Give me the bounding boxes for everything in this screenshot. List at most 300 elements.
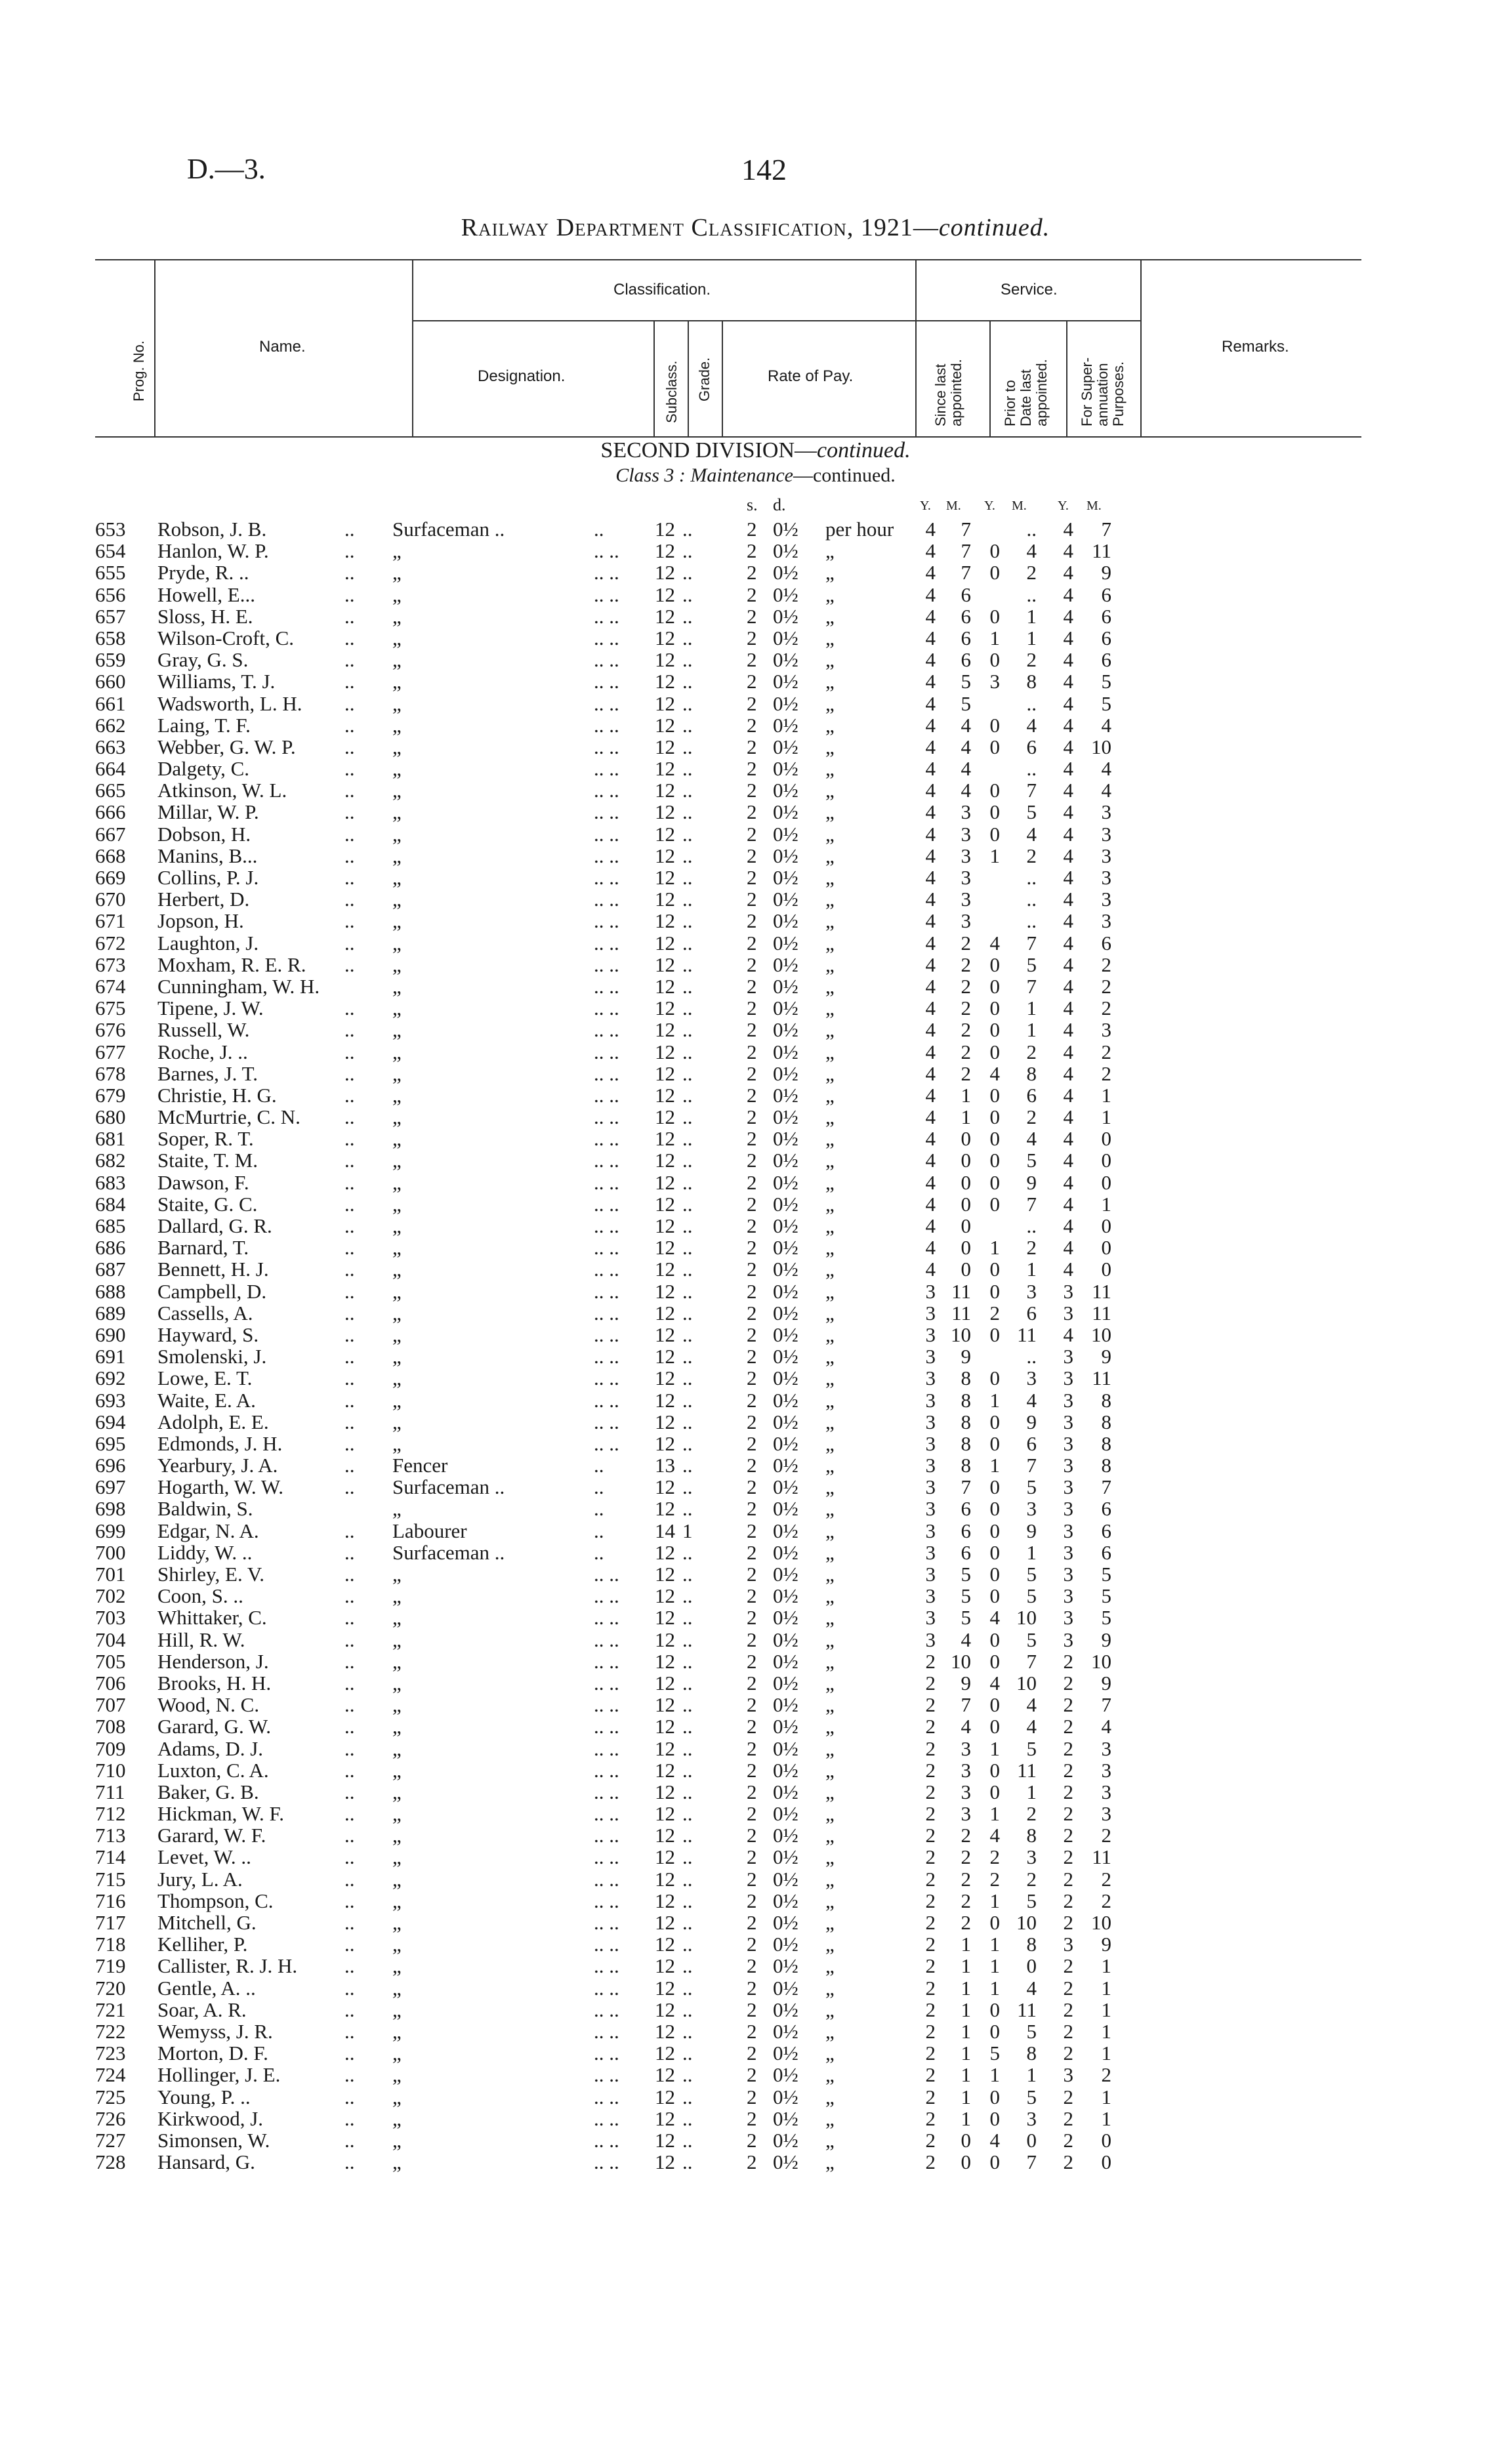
leader-dots: .. .. xyxy=(594,1236,619,1260)
grade-cell: .. xyxy=(682,1127,693,1151)
super-years-cell: 3 xyxy=(1063,1519,1073,1542)
pay-per-cell: „ xyxy=(825,1628,835,1651)
name-leader-dots: .. xyxy=(344,1758,355,1782)
subclass-cell: 12 xyxy=(655,1192,675,1216)
designation-cell: Surfaceman .. xyxy=(392,1540,505,1564)
pay-shillings-cell: 2 xyxy=(747,931,757,955)
table-row xyxy=(0,2042,1511,2064)
super-months-cell: 0 xyxy=(1101,1236,1111,1260)
col-rule-4 xyxy=(688,320,689,436)
prior-years-cell: 0 xyxy=(989,1584,1000,1608)
since-years-cell: 4 xyxy=(925,539,936,563)
name-leader-dots: .. xyxy=(344,1258,355,1281)
since-months-cell: 1 xyxy=(961,1976,971,2000)
super-months-cell: 1 xyxy=(1101,1105,1111,1129)
since-years-cell: 3 xyxy=(925,1606,936,1630)
pay-shillings-cell: 2 xyxy=(747,2019,757,2043)
since-months-cell: 1 xyxy=(961,1998,971,2021)
since-years-cell: 4 xyxy=(925,996,936,1020)
leader-dots: .. .. xyxy=(594,1258,619,1281)
designation-cell: „ xyxy=(392,648,402,672)
since-months-cell: 1 xyxy=(961,2085,971,2108)
designation-cell: „ xyxy=(392,691,402,715)
leader-dots: .. .. xyxy=(594,2085,619,2108)
pay-pence-cell: 0½ xyxy=(773,1497,798,1521)
since-years-cell: 4 xyxy=(925,735,936,758)
class-continued: —continued. xyxy=(793,464,896,486)
pay-pence-cell: 0½ xyxy=(773,1845,798,1869)
pay-pence-cell: 0½ xyxy=(773,974,798,998)
pay-per-cell: „ xyxy=(825,1214,835,1237)
designation-header: Designation. xyxy=(478,367,566,385)
since-months-cell: 6 xyxy=(961,1519,971,1542)
prog-no-cell: 690 xyxy=(95,1323,126,1346)
subclass-cell: 12 xyxy=(655,1802,675,1826)
prior-months-cell: 9 xyxy=(1026,1170,1037,1194)
designation-cell: „ xyxy=(392,1149,402,1172)
since-months-cell: 10 xyxy=(951,1323,971,1346)
page-title xyxy=(0,213,1511,242)
col-rule-5 xyxy=(722,320,723,436)
super-years-cell: 4 xyxy=(1063,953,1073,976)
leader-dots: .. .. xyxy=(594,953,619,976)
super-months-cell: 1 xyxy=(1101,1192,1111,1216)
name-cell: Staite, T. M. xyxy=(157,1149,258,1172)
subclass-cell: 12 xyxy=(655,1018,675,1042)
prog-no-cell: 664 xyxy=(95,757,126,781)
super-years-cell: 2 xyxy=(1063,1649,1073,1673)
table-row xyxy=(0,1672,1511,1694)
designation-cell: „ xyxy=(392,626,402,649)
prior-years-cell: 0 xyxy=(989,1998,1000,2021)
super-months-cell: 0 xyxy=(1101,1258,1111,1281)
name-leader-dots: .. xyxy=(344,1998,355,2021)
since-months-cell: 0 xyxy=(961,1127,971,1151)
prog-no-cell: 724 xyxy=(95,2063,126,2087)
table-row xyxy=(0,1781,1511,1803)
pay-shillings-cell: 2 xyxy=(747,996,757,1020)
name-leader-dots: .. xyxy=(344,931,355,955)
super-years-cell: 4 xyxy=(1063,518,1073,541)
grade-cell: .. xyxy=(682,1018,693,1042)
leader-dots: .. xyxy=(594,518,604,541)
super-years-cell: 2 xyxy=(1063,2150,1073,2174)
col-rule-2 xyxy=(412,259,413,436)
name-leader-dots: .. xyxy=(344,1519,355,1542)
prog-no-cell: 662 xyxy=(95,713,126,737)
name-cell: Tipene, J. W. xyxy=(157,996,264,1020)
super-months-cell: 2 xyxy=(1101,1889,1111,1912)
designation-cell: „ xyxy=(392,1170,402,1194)
prior-years-cell: 1 xyxy=(989,1954,1000,1978)
prior-months-cell: 5 xyxy=(1026,1889,1037,1912)
leader-dots: .. .. xyxy=(594,1911,619,1934)
pay-shillings-cell: 2 xyxy=(747,1954,757,1978)
designation-cell: „ xyxy=(392,1563,402,1586)
subclass-cell: 12 xyxy=(655,1497,675,1521)
grade-cell: .. xyxy=(682,996,693,1020)
prior-months-cell: 5 xyxy=(1026,2085,1037,2108)
name-cell: Coon, S. .. xyxy=(157,1584,243,1608)
prior-months-cell: 11 xyxy=(1017,1998,1037,2021)
table-row xyxy=(0,2021,1511,2042)
pay-shillings-cell: 2 xyxy=(747,1497,757,1521)
since-months-cell: 1 xyxy=(961,1954,971,1978)
prog-no-cell: 710 xyxy=(95,1758,126,1782)
unit-since-years: Y. xyxy=(920,499,931,513)
designation-cell: „ xyxy=(392,1802,402,1826)
designation-cell: „ xyxy=(392,1192,402,1216)
designation-cell: Labourer xyxy=(392,1519,467,1542)
leader-dots: .. .. xyxy=(594,583,619,606)
prior-years-cell: 3 xyxy=(989,670,1000,693)
super-years-cell: 2 xyxy=(1063,1954,1073,1978)
prog-no-cell: 719 xyxy=(95,1954,126,1978)
designation-cell: „ xyxy=(392,866,402,889)
pay-per-cell: „ xyxy=(825,713,835,737)
pay-pence-cell: 0½ xyxy=(773,1736,798,1760)
pay-shillings-cell: 2 xyxy=(747,1345,757,1368)
name-cell: Brooks, H. H. xyxy=(157,1671,272,1694)
prior-months-cell: 9 xyxy=(1026,1410,1037,1433)
pay-per-cell: „ xyxy=(825,604,835,628)
super-months-cell: 3 xyxy=(1101,888,1111,911)
prog-no-cell: 727 xyxy=(95,2128,126,2152)
name-cell: Waite, E. A. xyxy=(157,1388,256,1412)
since-years-cell: 4 xyxy=(925,691,936,715)
name-cell: Robson, J. B. xyxy=(157,518,267,541)
pay-pence-cell: 0½ xyxy=(773,1149,798,1172)
since-years-cell: 4 xyxy=(925,1105,936,1129)
super-years-cell: 4 xyxy=(1063,626,1073,649)
table-row xyxy=(0,801,1511,823)
pay-per-cell: „ xyxy=(825,1323,835,1346)
grade-cell: .. xyxy=(682,1867,693,1891)
subclass-cell: 12 xyxy=(655,1563,675,1586)
table-row xyxy=(0,1759,1511,1781)
page-number: 142 xyxy=(741,153,787,186)
prior-months-cell: 4 xyxy=(1026,1715,1037,1738)
subclass-cell: 12 xyxy=(655,1410,675,1433)
name-cell: Russell, W. xyxy=(157,1018,250,1042)
pay-shillings-cell: 2 xyxy=(747,1105,757,1129)
leader-dots: .. .. xyxy=(594,1301,619,1324)
leader-dots: .. .. xyxy=(594,1584,619,1608)
since-months-cell: 2 xyxy=(961,1040,971,1063)
leader-dots: .. .. xyxy=(594,2128,619,2152)
since-years-cell: 4 xyxy=(925,888,936,911)
title-continued: continued. xyxy=(938,214,1050,241)
pay-per-cell: „ xyxy=(825,1388,835,1412)
name-leader-dots: .. xyxy=(344,1105,355,1129)
since-years-cell: 2 xyxy=(925,1933,936,1956)
grade-cell: .. xyxy=(682,974,693,998)
since-months-cell: 3 xyxy=(961,1802,971,1826)
table-row xyxy=(0,2151,1511,2173)
table-row xyxy=(0,1193,1511,1215)
prior-months-cell: .. xyxy=(1026,909,1037,933)
super-months-cell: 3 xyxy=(1101,1780,1111,1803)
table-row xyxy=(0,562,1511,583)
since-years-cell: 4 xyxy=(925,561,936,585)
designation-cell: „ xyxy=(392,822,402,846)
pay-per-cell: „ xyxy=(825,931,835,955)
pay-shillings-cell: 2 xyxy=(747,2150,757,2174)
grade-cell: .. xyxy=(682,1040,693,1063)
super-months-cell: 11 xyxy=(1092,539,1111,563)
prior-months-cell: 5 xyxy=(1026,1736,1037,1760)
table-row xyxy=(0,1258,1511,1280)
name-cell: Simonsen, W. xyxy=(157,2128,270,2152)
grade-cell: .. xyxy=(682,2042,693,2065)
prior-years-cell: 0 xyxy=(989,2106,1000,2130)
since-months-cell: 2 xyxy=(961,1911,971,1934)
pay-per-cell: „ xyxy=(825,1954,835,1978)
designation-cell: „ xyxy=(392,844,402,867)
designation-cell: „ xyxy=(392,2150,402,2174)
name-cell: Hayward, S. xyxy=(157,1323,259,1346)
leader-dots: .. .. xyxy=(594,1845,619,1869)
table-row xyxy=(0,736,1511,758)
since-years-cell: 4 xyxy=(925,518,936,541)
prior-months-cell: 1 xyxy=(1026,604,1037,628)
pay-shillings-cell: 2 xyxy=(747,866,757,889)
designation-cell: „ xyxy=(392,1105,402,1129)
prior-years-cell: 4 xyxy=(989,2128,1000,2152)
pay-shillings-cell: 2 xyxy=(747,1933,757,1956)
leader-dots: .. .. xyxy=(594,539,619,563)
super-months-cell: 6 xyxy=(1101,583,1111,606)
prior-years-cell: 1 xyxy=(989,1388,1000,1412)
prog-no-cell: 686 xyxy=(95,1236,126,1260)
prog-no-cell: 721 xyxy=(95,1998,126,2021)
since-months-cell: 4 xyxy=(961,779,971,802)
super-years-cell: 4 xyxy=(1063,539,1073,563)
subclass-cell: 12 xyxy=(655,2019,675,2043)
name-leader-dots: .. xyxy=(344,1127,355,1151)
pay-shillings-cell: 2 xyxy=(747,1127,757,1151)
pay-pence-cell: 0½ xyxy=(773,1127,798,1151)
prog-no-cell: 707 xyxy=(95,1693,126,1717)
pay-pence-cell: 0½ xyxy=(773,1431,798,1455)
pay-pence-cell: 0½ xyxy=(773,779,798,802)
grade-cell: .. xyxy=(682,648,693,672)
leader-dots: .. .. xyxy=(594,1127,619,1151)
name-leader-dots: .. xyxy=(344,2085,355,2108)
service-header: Service. xyxy=(1001,281,1058,298)
prog-no-cell: 660 xyxy=(95,670,126,693)
grade-cell: .. xyxy=(682,670,693,693)
name-leader-dots: .. xyxy=(344,1845,355,1869)
subclass-cell: 13 xyxy=(655,1454,675,1477)
prog-no-cell: 725 xyxy=(95,2085,126,2108)
super-years-cell: 2 xyxy=(1063,2042,1073,2065)
designation-cell: „ xyxy=(392,1388,402,1412)
super-months-cell: 9 xyxy=(1101,1933,1111,1956)
since-years-cell: 2 xyxy=(925,1649,936,1673)
grade-cell: .. xyxy=(682,735,693,758)
prog-no-cell: 704 xyxy=(95,1628,126,1651)
pay-shillings-cell: 2 xyxy=(747,1192,757,1216)
pay-shillings-cell: 2 xyxy=(747,691,757,715)
prog-no-cell: 709 xyxy=(95,1736,126,1760)
pay-per-cell: „ xyxy=(825,779,835,802)
subclass-cell: 12 xyxy=(655,1475,675,1499)
name-cell: Dalgety, C. xyxy=(157,757,250,781)
prior-months-cell: 5 xyxy=(1026,1584,1037,1608)
pay-pence-cell: 0½ xyxy=(773,2106,798,2130)
pay-pence-cell: 0½ xyxy=(773,735,798,758)
table-row xyxy=(0,670,1511,692)
name-cell: Mitchell, G. xyxy=(157,1911,257,1934)
subclass-cell: 12 xyxy=(655,1323,675,1346)
since-years-cell: 4 xyxy=(925,1083,936,1107)
designation-cell: „ xyxy=(392,1584,402,1608)
prior-months-cell: 2 xyxy=(1026,844,1037,867)
subclass-cell: 12 xyxy=(655,583,675,606)
since-years-cell: 4 xyxy=(925,822,936,846)
prog-no-cell: 713 xyxy=(95,1824,126,1847)
name-cell: Yearbury, J. A. xyxy=(157,1454,278,1477)
table-row xyxy=(0,1389,1511,1411)
prior-years-cell: 0 xyxy=(989,800,1000,824)
super-months-cell: 8 xyxy=(1101,1388,1111,1412)
name-leader-dots: .. xyxy=(344,1889,355,1912)
leader-dots: .. .. xyxy=(594,1170,619,1194)
table-row xyxy=(0,888,1511,910)
super-months-cell: 7 xyxy=(1101,1693,1111,1717)
subclass-cell: 14 xyxy=(655,1519,675,1542)
name-cell: Soar, A. R. xyxy=(157,1998,247,2021)
since-years-cell: 4 xyxy=(925,713,936,737)
super-months-cell: 7 xyxy=(1101,1475,1111,1499)
super-months-cell: 6 xyxy=(1101,1497,1111,1521)
pay-pence-cell: 0½ xyxy=(773,626,798,649)
leader-dots: .. .. xyxy=(594,1606,619,1630)
name-cell: Howell, E... xyxy=(157,583,255,606)
since-months-cell: 6 xyxy=(961,648,971,672)
prior-years-cell: 0 xyxy=(989,1018,1000,1042)
super-years-cell: 2 xyxy=(1063,2019,1073,2043)
subclass-cell: 12 xyxy=(655,757,675,781)
prior-years-cell: 1 xyxy=(989,626,1000,649)
prog-no-cell: 711 xyxy=(95,1780,125,1803)
since-months-cell: 2 xyxy=(961,1824,971,1847)
pay-pence-cell: 0½ xyxy=(773,1563,798,1586)
name-leader-dots: .. xyxy=(344,844,355,867)
grade-cell: .. xyxy=(682,1824,693,1847)
pay-pence-cell: 0½ xyxy=(773,822,798,846)
prior-months-cell: .. xyxy=(1026,518,1037,541)
pay-shillings-cell: 2 xyxy=(747,1083,757,1107)
prior-months-cell: 4 xyxy=(1026,1693,1037,1717)
name-cell: Christie, H. G. xyxy=(157,1083,277,1107)
since-years-cell: 4 xyxy=(925,757,936,781)
super-months-cell: 1 xyxy=(1101,1998,1111,2021)
col-rule-3 xyxy=(653,320,655,436)
pay-shillings-cell: 2 xyxy=(747,1802,757,1826)
super-years-cell: 3 xyxy=(1063,2063,1073,2087)
prior-months-cell: 5 xyxy=(1026,1563,1037,1586)
since-years-cell: 3 xyxy=(925,1388,936,1412)
prog-no-cell: 678 xyxy=(95,1061,126,1085)
name-leader-dots: .. xyxy=(344,1715,355,1738)
pay-shillings-cell: 2 xyxy=(747,974,757,998)
pay-pence-cell: 0½ xyxy=(773,1933,798,1956)
super-years-cell: 2 xyxy=(1063,1976,1073,2000)
designation-cell: „ xyxy=(392,1258,402,1281)
prior-years-cell: 0 xyxy=(989,2150,1000,2174)
subclass-cell: 12 xyxy=(655,1366,675,1390)
designation-cell: „ xyxy=(392,2106,402,2130)
pay-pence-cell: 0½ xyxy=(773,1824,798,1847)
subclass-cell: 12 xyxy=(655,1976,675,2000)
since-months-cell: 1 xyxy=(961,2042,971,2065)
name-leader-dots: .. xyxy=(344,1606,355,1630)
pay-pence-cell: 0½ xyxy=(773,1279,798,1303)
name-cell: Sloss, H. E. xyxy=(157,604,253,628)
pay-pence-cell: 0½ xyxy=(773,844,798,867)
pay-per-cell: „ xyxy=(825,1584,835,1608)
since-years-cell: 3 xyxy=(925,1323,936,1346)
table-row xyxy=(0,1846,1511,1868)
super-months-cell: 1 xyxy=(1101,2042,1111,2065)
super-months-cell: 3 xyxy=(1101,1758,1111,1782)
prior-months-cell: .. xyxy=(1026,583,1037,606)
pay-shillings-cell: 2 xyxy=(747,2128,757,2152)
prog-no-cell: 718 xyxy=(95,1933,126,1956)
pay-per-cell: „ xyxy=(825,1475,835,1499)
grade-cell: .. xyxy=(682,1214,693,1237)
leader-dots: .. xyxy=(594,1454,604,1477)
leader-dots: .. .. xyxy=(594,1061,619,1085)
prior-months-cell: 1 xyxy=(1026,2063,1037,2087)
pay-pence-cell: 0½ xyxy=(773,1083,798,1107)
table-row xyxy=(0,1933,1511,1955)
name-cell: Liddy, W. .. xyxy=(157,1540,253,1564)
super-months-cell: 0 xyxy=(1101,1127,1111,1151)
table-row xyxy=(0,649,1511,670)
name-leader-dots: .. xyxy=(344,1061,355,1085)
designation-cell: „ xyxy=(392,779,402,802)
prior-months-cell: 2 xyxy=(1026,1040,1037,1063)
designation-cell: Fencer xyxy=(392,1454,448,1477)
super-months-cell: 1 xyxy=(1101,2019,1111,2043)
since-years-cell: 3 xyxy=(925,1410,936,1433)
subclass-cell: 12 xyxy=(655,1345,675,1368)
since-years-cell: 3 xyxy=(925,1540,936,1564)
since-months-cell: 6 xyxy=(961,604,971,628)
table-row xyxy=(0,1715,1511,1737)
grade-cell: .. xyxy=(682,800,693,824)
prior-years-cell: 0 xyxy=(989,648,1000,672)
prior-months-cell: 7 xyxy=(1026,931,1037,955)
super-years-cell: 3 xyxy=(1063,1933,1073,1956)
super-months-cell: 2 xyxy=(1101,1824,1111,1847)
prog-no-cell: 720 xyxy=(95,1976,126,2000)
name-cell: Barnes, J. T. xyxy=(157,1061,258,1085)
name-leader-dots: .. xyxy=(344,866,355,889)
name-leader-dots: .. xyxy=(344,2063,355,2087)
name-cell: Henderson, J. xyxy=(157,1649,269,1673)
super-months-cell: 6 xyxy=(1101,1519,1111,1542)
since-months-cell: 11 xyxy=(951,1301,971,1324)
leader-dots: .. .. xyxy=(594,1954,619,1978)
since-months-cell: 5 xyxy=(961,1563,971,1586)
grade-cell: .. xyxy=(682,931,693,955)
designation-cell: „ xyxy=(392,561,402,585)
since-years-cell: 4 xyxy=(925,909,936,933)
